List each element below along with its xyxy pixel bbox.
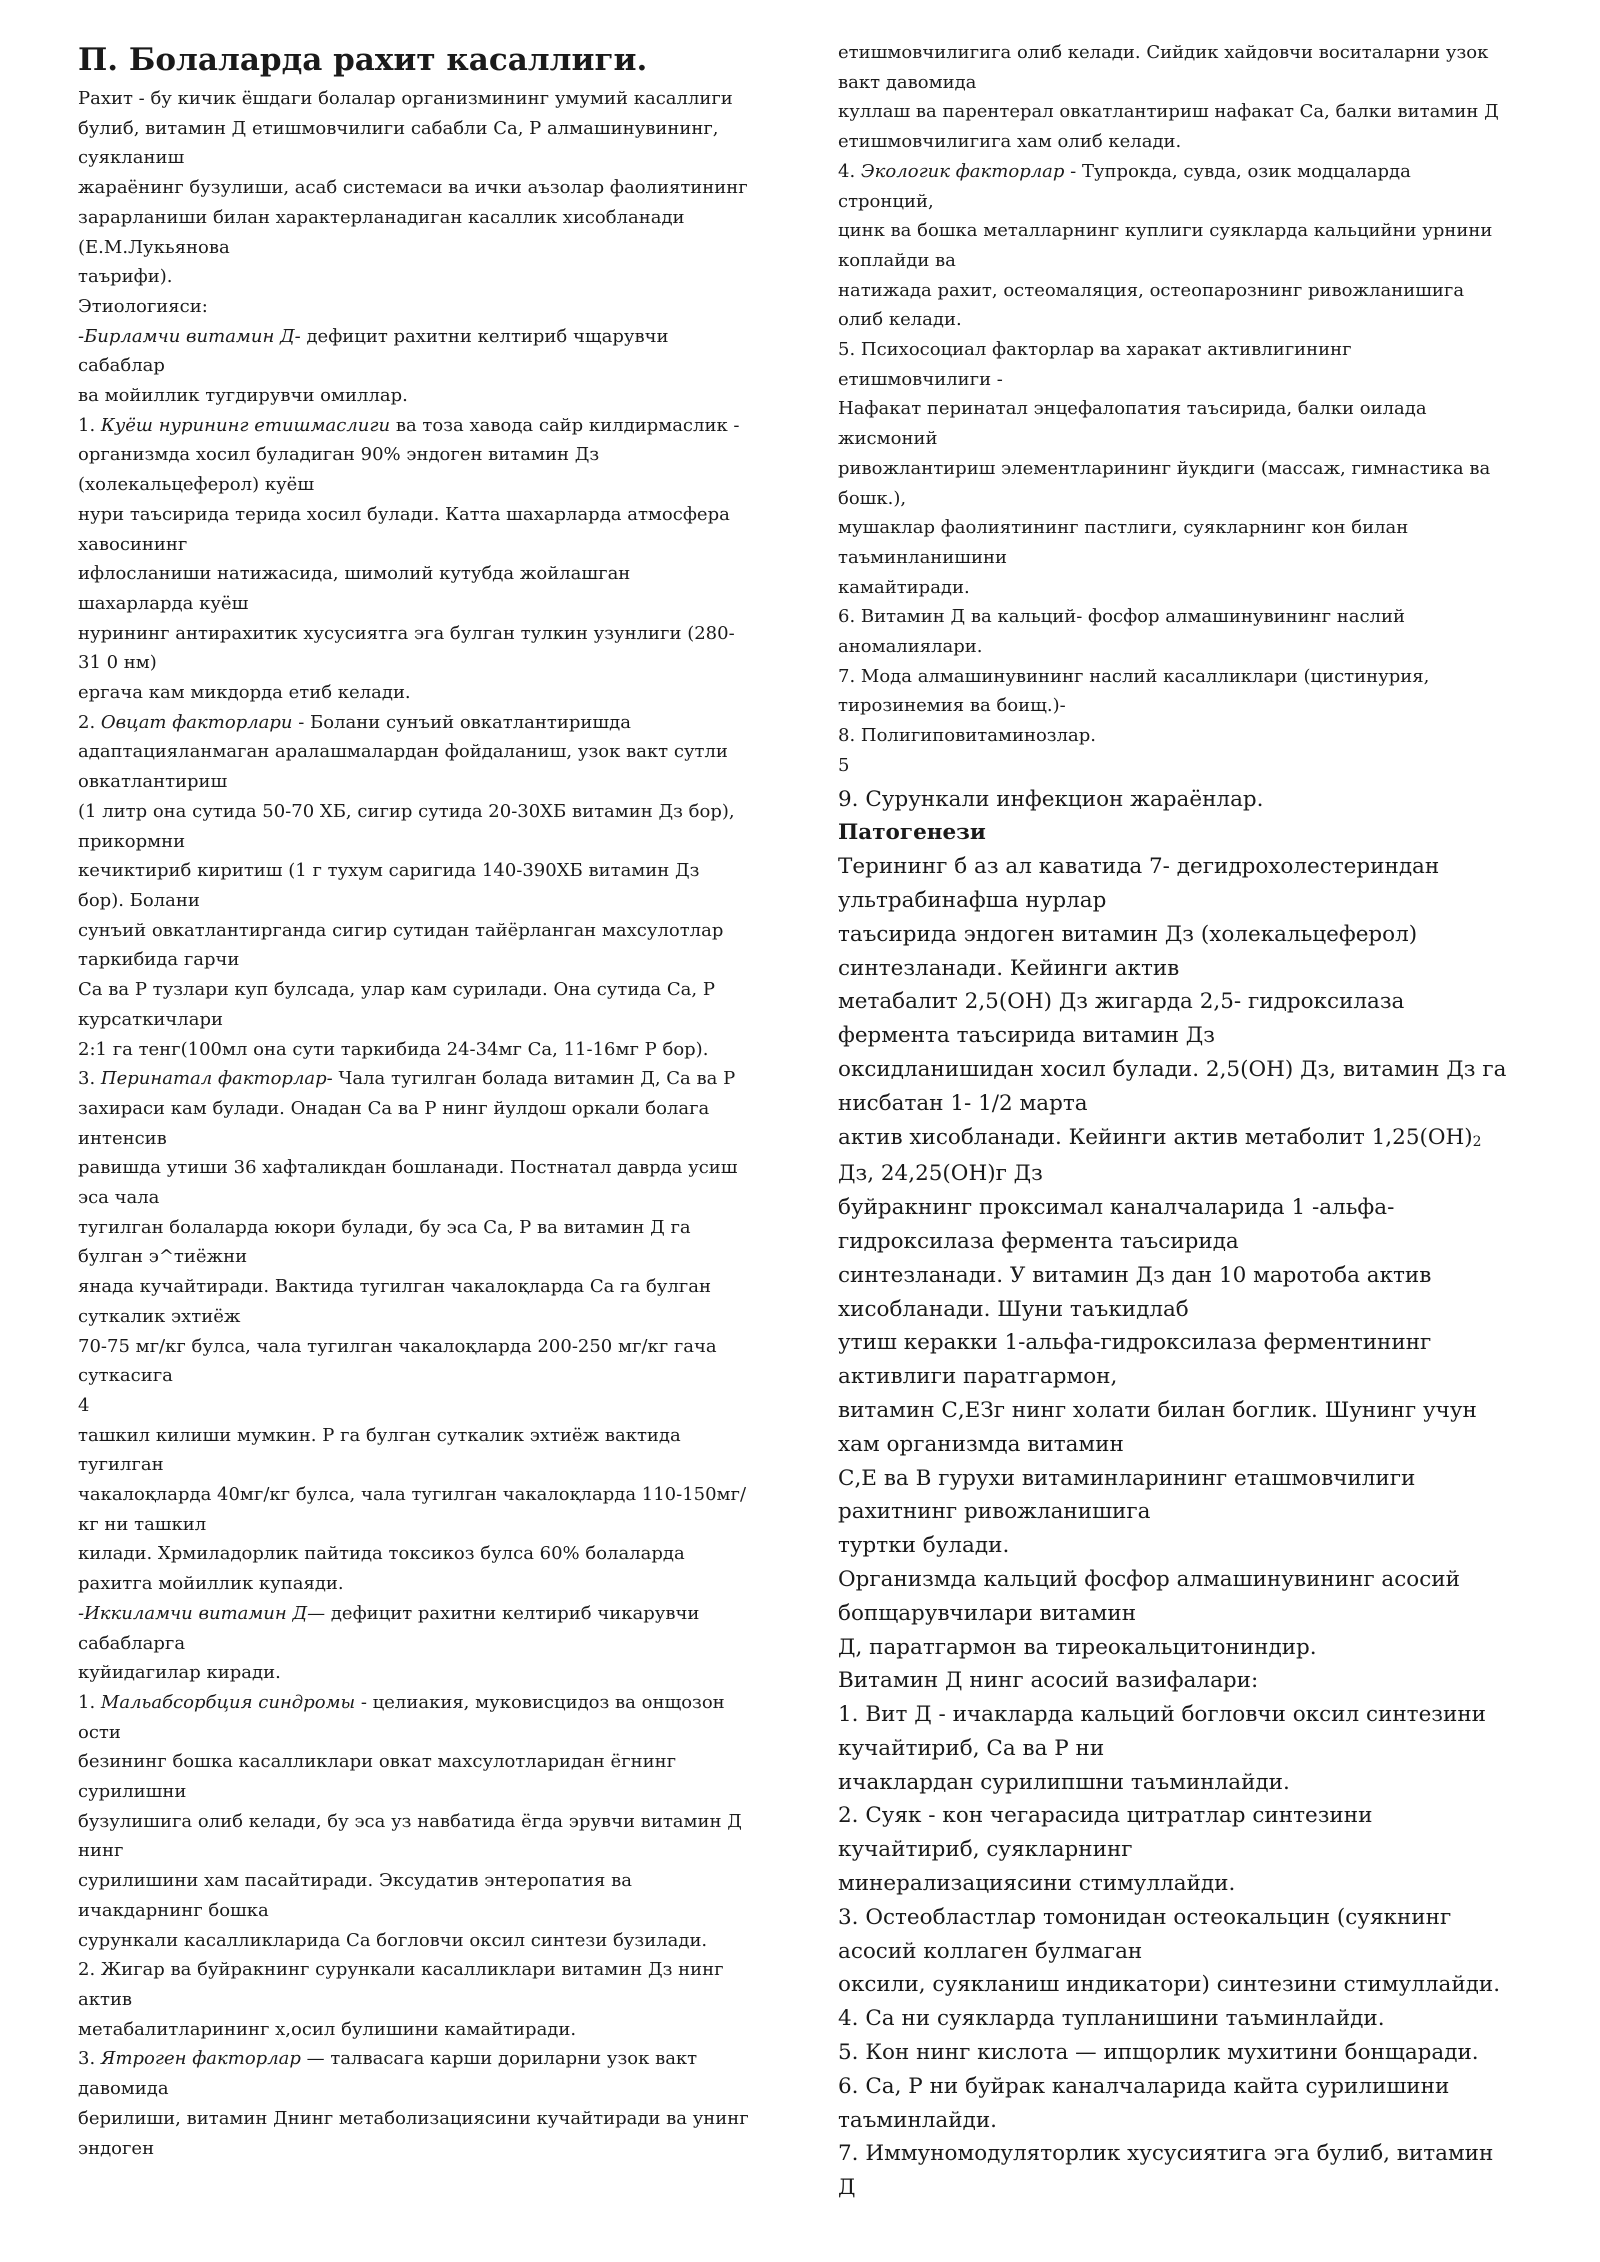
text-line — [78, 411, 750, 441]
text-line: 70-75 мг/кг булса, чала тугилган чакалоқларда 200-250 мг/кг гача суткасига — [78, 1335, 717, 1387]
text-line: нури таъсирида терида хосил булади. Катта шахарларда атмосфера хавосининг — [78, 503, 730, 555]
emphasized-term: Мальабсорбция синдромы — [100, 1691, 356, 1713]
text-line: С,Е ва В гурухи витаминларининг еташмовчилиги рахитнинг ривожланишига — [838, 1465, 1416, 1525]
text-line: ривожлантириш элементларининг йукдиги (массаж, гимнастика ва бошк.), — [838, 457, 1491, 509]
emphasized-term: Куёш нурининг етишмаслиги — [100, 414, 391, 436]
subscript: 2 — [1472, 1133, 1482, 1150]
text-line: берилиши, витамин Днинг метаболизациясини кучайтиради ва унинг эндоген — [78, 2107, 749, 2159]
text-line: оксили, суякланиш индикатори) синтезини стимуллайди. — [838, 1972, 1501, 1998]
text-line: ва мойиллик тугдирувчи омиллар. — [78, 385, 408, 407]
emphasized-term: Овцат факторлари — [100, 711, 293, 733]
text-line: жараёнинг бузулиши, асаб системаси ва ички аъзолар фаолиятининг — [78, 177, 748, 199]
text-line: камайтиради. — [838, 576, 970, 598]
text-line — [78, 322, 750, 381]
text-line: куллаш ва парентерал овкатлантириш нафакат Са, балки витамин Д — [838, 101, 1499, 123]
text-line: Д, паратгармон ва тиреокальцитониндир. — [838, 1634, 1317, 1660]
emphasized-term: Перинатал факторлар- — [100, 1068, 333, 1090]
text-line — [838, 1121, 1510, 1192]
text-line: ергача кам микдорда етиб келади. — [78, 682, 411, 704]
text-line: цинк ва бошка металларнинг куплиги суякларда кальцийни урнини коплайди ва — [838, 220, 1493, 271]
list-number: 3. — [78, 2048, 101, 2070]
text-line: 2:1 га тенг(100мл она сути таркибида 24-34мг Са, 11-16мг Р бор). — [78, 1038, 709, 1060]
line-text: Чала тугилган болада витамин Д, Са ва Р — [332, 1068, 736, 1090]
text-line: 3. Остеобластлар томонидан остеокальцин (суякнинг асосий коллаген булмаган — [838, 1904, 1452, 1964]
text-line — [838, 816, 1510, 850]
text-line: равишда утиши 36 хафталикдан бошланади. Постнатал даврда усиш эса чала — [78, 1157, 738, 1209]
text-line: 2. Суяк - кон чегарасида цитратлар синтезини кучайтириб, суякларнинг — [838, 1803, 1373, 1863]
text-line: сурилишини хам пасайтиради. Эксудатив энтеропатия ва ичакдарнинг бошка — [78, 1870, 632, 1921]
line-text: — талвасага карши дориларни узок вакт давомида — [78, 2048, 698, 2100]
text-line: тугилган болаларда юкори булади, бу эса Са, Р ва витамин Д га булган э^тиёжни — [78, 1216, 691, 1268]
text-line: 7. Иммуномодуляторлик хусусиятига эга булиб, витамин Д — [838, 2141, 1494, 2201]
left-body-text — [78, 84, 750, 2163]
text-line: организмда хосил буладиган 90% эндоген витамин Дз (холекальцеферол) куёш — [78, 444, 600, 496]
text-line: 6. Витамин Д ва кальций- фосфор алмашинувининг наслий аномалиялари. — [838, 606, 1405, 658]
list-number: 1. — [78, 1691, 101, 1713]
text-line: Рахит - бу кичик ёшдаги болалар организмининг умумий касаллиги — [78, 88, 733, 109]
text-line: витамин С,ЕЗг нинг холати билан боглик. Шунинг учун хам организмда витамин — [838, 1397, 1477, 1457]
text-line: Организмда кальций фосфор алмашинувининг асосий бопщарувчилари витамин — [838, 1566, 1460, 1626]
text-line: кечиктириб киритиш (1 г тухум саригида 140-390ХБ витамин Дз бор). Болани — [78, 860, 700, 911]
text-line: ичаклардан сурилипшни таъминлайди. — [838, 1769, 1290, 1795]
line-text: дефицит рахитни келтириб чикарувчи сабабларга — [78, 1602, 700, 1654]
text-line: 2. Жигар ва буйракнинг сурункали касалликлари витамин Дз нинг актив — [78, 1959, 724, 2010]
text-line: 4 — [78, 1394, 90, 1416]
text-line: 5 — [838, 754, 850, 776]
list-number: 2. — [78, 711, 101, 733]
line-text: дефицит рахитни келтириб чщарувчи сабаблар — [78, 325, 669, 377]
text-line: килади. Хрмиладорлик пайтида токсикоз булса 60% болаларда рахитга мойиллик купаяди. — [78, 1543, 685, 1595]
text-line: Терининг б аз ал каватида 7- дегидрохолестериндан ультрабинафша нурлар — [838, 854, 1440, 913]
text-line: зарарланиши билан характерланадиган касаллик хисобланади (Е.М.Лукьянова — [78, 206, 685, 258]
text-line: оксидланишидан хосил булади. 2,5(ОН) Дз, витамин Дз га нисбатан 1- 1/2 марта — [838, 1056, 1507, 1116]
text-line: туртки булади. — [838, 1533, 1010, 1559]
text-line: етишмовчилигига хам олиб келади. — [838, 131, 1182, 153]
emphasized-term: -Бирламчи витамин Д- — [78, 325, 301, 347]
text-line: 1. Вит Д - ичакларда кальций богловчи оксил синтезини кучайтириб, Са ва Р ни — [838, 1702, 1487, 1761]
text-line: бузулишига олиб келади, бу эса уз навбатида ёгда эрувчи витамин Д нинг — [78, 1810, 742, 1862]
text-line: синтезланади. У витамин Дз дан 10 маротоба актив хисобланади. Шуни таъкидлаб — [838, 1262, 1432, 1322]
text-line: натижада рахит, остеомаляция, остеопарознинг ривожланишига олиб келади. — [838, 279, 1465, 331]
right-large-text — [838, 783, 1510, 2205]
text-line: ифлосланиши натижасида, шимолий кутубда жойлашган шахарларда куёш — [78, 563, 631, 614]
text-line: минерализациясини стимуллайди. — [838, 1871, 1236, 1897]
text-line: етишмовчилигига олиб келади. Сийдик хайдовчи воситаларни узок вакт давомида — [838, 42, 1489, 93]
left-column — [78, 38, 750, 2163]
text-line — [78, 1064, 750, 1094]
text-line: Са ва Р тузлари куп булсада, улар кам сурилади. Она сутида Са, Р курсаткичлари — [78, 979, 715, 1030]
text-line: буйракнинг проксимал каналчаларида 1 -альфа-гидроксилаза фермента таъсирида — [838, 1195, 1395, 1254]
text-line: адаптацияланмаган аралашмалардан фойдаланиш, узок вакт сутли овкатлантириш — [78, 741, 728, 793]
text-line: сурункали касалликларида Са богловчи оксил синтези бузилади. — [78, 1929, 708, 1951]
text-line — [78, 1688, 750, 1747]
text-line: 9. Сурункали инфекцион жараёнлар. — [838, 786, 1264, 812]
text-line: булиб, витамин Д етишмовчилиги сабабли Са, Р алмашинувининг, суякланиш — [78, 117, 719, 169]
text-line: Витамин Д нинг асосий вазифалари: — [838, 1668, 1259, 1694]
text-line: безининг бошка касалликлари овкат махсулотларидан ёгнинг сурилишни — [78, 1751, 677, 1803]
list-number: 3. — [78, 1068, 101, 1090]
line-text: - целиакия, муковисцидоз ва онщозон ости — [78, 1691, 725, 1743]
text-line: 4. Са ни суякларда тупланишини таъминлайди. — [838, 2006, 1385, 2032]
emphasized-term: Ятроген факторлар — [100, 2048, 301, 2070]
line-text: ва тоза хавода сайр килдирмаслик - — [390, 414, 740, 436]
text-line: метабалит 2,5(ОН) Дз жигарда 2,5- гидроксилаза фермента таъсирида витамин Дз — [838, 989, 1405, 1049]
right-small-text — [838, 38, 1510, 781]
text-line: 5. Психосоциал факторлар ва харакат активлигининг етишмовчилиги - — [838, 339, 1352, 390]
text-line: янада кучайтиради. Вактида тугилган чакалоқларда Са га булган суткалик эхтиёж — [78, 1276, 711, 1327]
text-line: Этиологияси: — [78, 295, 208, 317]
text-line: нурининг антирахитик хусусиятга эга булган тулкин узунлиги (280- 31 0 нм) — [78, 622, 735, 674]
text-line: 6. Са, Р ни буйрак каналчаларида кайта сурилишини таъминлайди. — [838, 2073, 1450, 2133]
list-number: 4. — [838, 160, 861, 182]
text-line: куйидагилар киради. — [78, 1662, 281, 1684]
text-line — [78, 2044, 750, 2103]
text-line: 7. Мода алмашинувининг наслий касалликлари (цистинурия, тирозинемия ва боищ.)- — [838, 665, 1430, 717]
text-line: мушаклар фаолиятининг пастлиги, суякларнинг кон билан таъминланишини — [838, 517, 1409, 568]
text-line: 5. Кон нинг кислота — ипщорлик мухитини бонщаради. — [838, 2040, 1479, 2066]
line-text: - Болани сунъий овкатлантиришда — [292, 711, 631, 733]
emphasized-term: Экологик факторлар — [860, 160, 1065, 182]
list-number: 1. — [78, 414, 101, 436]
text-line: Нафакат перинатал энцефалопатия таъсирида, балки оилада жисмоний — [838, 398, 1427, 450]
line-text: Дз, 24,25(ОН)г Дз — [838, 1161, 1043, 1187]
text-line: ташкил килиши мумкин. Р га булган суткалик эхтиёж вактида тугилган — [78, 1424, 681, 1476]
text-line: утиш керакки 1-альфа-гидроксилаза ферментининг активлиги паратгармон, — [838, 1330, 1432, 1390]
text-line: чакалоқларда 40мг/кг булса, чала тугилган чакалоқларда 110-150мг/кг ни ташкил — [78, 1484, 747, 1535]
text-line — [78, 708, 750, 738]
text-line — [838, 157, 1510, 216]
text-line: таърифи). — [78, 266, 173, 288]
text-line: метабалитларининг х,осил булишини камайтиради. — [78, 2018, 577, 2040]
text-line: таъсирида эндоген витамин Дз (холекальцеферол) синтезланади. Кейинги актив — [838, 921, 1418, 981]
text-line: сунъий овкатлантирганда сигир сутидан тайёрланган махсулотлар таркибида гарчи — [78, 919, 724, 971]
line-text: - Тупрокда, сувда, озик модцаларда стронций, — [838, 160, 1411, 212]
page-title: П. Болаларда рахит касаллиги. — [78, 42, 648, 78]
text-line: (1 литр она сутида 50-70 ХБ, сигир сутида 20-30ХБ витамин Дз бор), прикормни — [78, 800, 735, 852]
emphasized-term: -Иккиламчи витамин Д— — [78, 1602, 326, 1624]
section-heading: Патогенези — [838, 820, 986, 846]
line-text: актив хисобланади. Кейинги актив метаболит 1,25(ОН) — [838, 1124, 1473, 1150]
text-line: 8. Полигиповитаминозлар. — [838, 725, 1097, 747]
text-line: захираси кам булади. Онадан Са ва Р нинг йулдош оркали болага интенсив — [78, 1097, 710, 1149]
right-column — [838, 38, 1510, 2205]
text-line — [78, 1599, 750, 1658]
